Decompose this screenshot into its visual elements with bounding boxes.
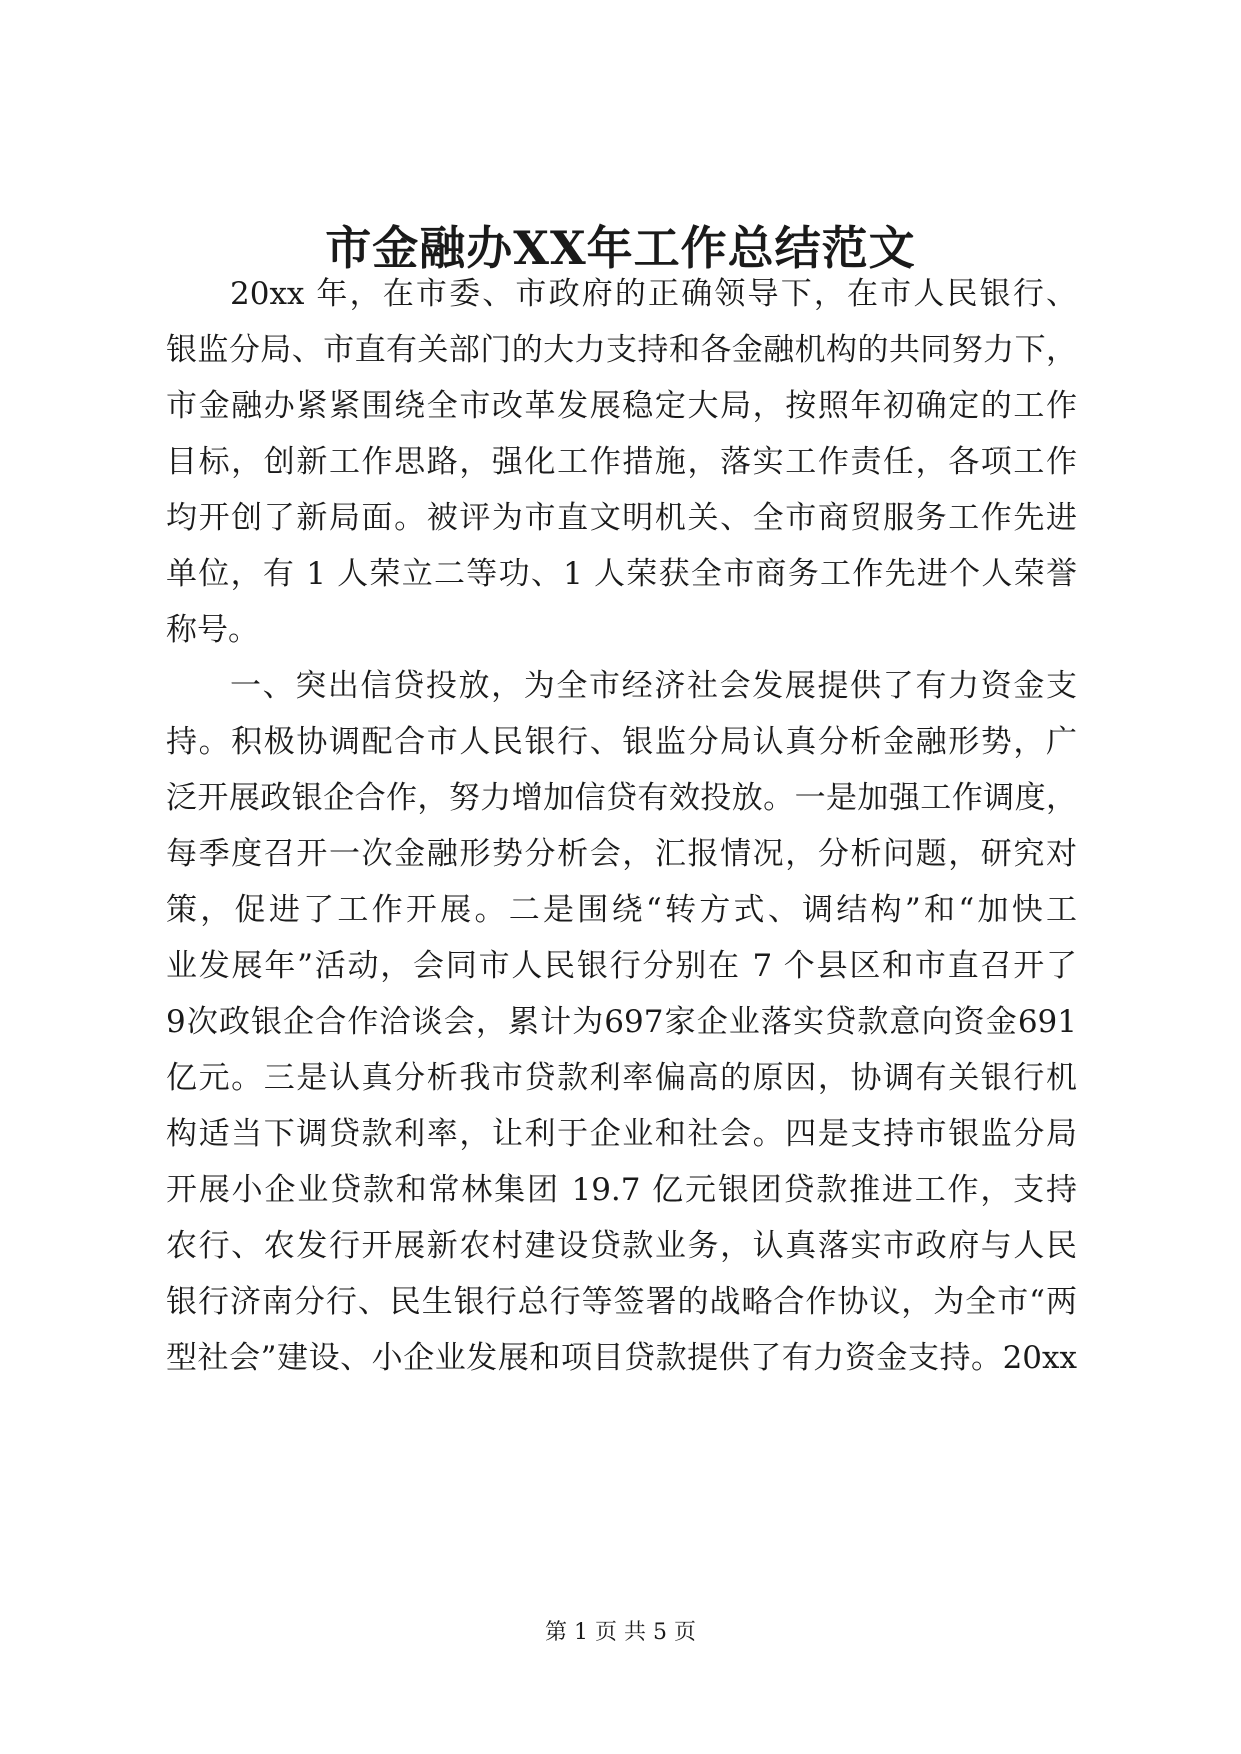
paragraph-line: 一、突出信贷投放，为全市经济社会发展提供了有力资金支	[230, 668, 1077, 704]
paragraph-line: 均开创了新局面。被评为市直文明机关、全市商贸服务工作先进	[166, 500, 1077, 536]
document-title: 市金融办XX年工作总结范文	[325, 221, 916, 275]
paragraph-line: 9次政银企合作洽谈会，累计为697家企业落实贷款意向资金691	[166, 1004, 1077, 1040]
paragraph-line: 20xx 年，在市委、市政府的正确领导下，在市人民银行、	[230, 276, 1077, 312]
paragraph-line: 称号。	[166, 612, 259, 648]
paragraph-line: 策，促进了工作开展。二是围绕“转方式、调结构”和“加快工	[166, 892, 1077, 928]
paragraph-line: 业发展年”活动，会同市人民银行分别在 7 个县区和市直召开了	[166, 948, 1077, 984]
paragraph-line: 开展小企业贷款和常林集团 19.7 亿元银团贷款推进工作，支持	[166, 1172, 1077, 1208]
paragraph-line: 单位，有 1 人荣立二等功、1 人荣获全市商务工作先进个人荣誉	[166, 556, 1077, 592]
paragraph-line: 农行、农发行开展新农村建设贷款业务，认真落实市政府与人民	[166, 1228, 1077, 1264]
paragraph-line: 银行济南分行、民生银行总行等签署的战略合作协议，为全市“两	[166, 1284, 1077, 1320]
page-number: 第 1 页 共 5 页	[545, 1620, 696, 1645]
paragraph-line: 构适当下调贷款利率，让利于企业和社会。四是支持市银监分局	[166, 1116, 1077, 1152]
paragraph-line: 型社会”建设、小企业发展和项目贷款提供了有力资金支持。20xx	[166, 1340, 1077, 1376]
paragraph-line: 亿元。三是认真分析我市贷款利率偏高的原因，协调有关银行机	[166, 1060, 1077, 1096]
paragraph-line: 目标，创新工作思路，强化工作措施，落实工作责任，各项工作	[166, 444, 1077, 480]
paragraph-line: 每季度召开一次金融形势分析会，汇报情况，分析问题，研究对	[166, 836, 1077, 872]
paragraph-line: 泛开展政银企合作，努力增加信贷有效投放。一是加强工作调度，	[166, 780, 1077, 816]
paragraph-line: 银监分局、市直有关部门的大力支持和各金融机构的共同努力下，	[166, 332, 1077, 368]
paragraph-line: 市金融办紧紧围绕全市改革发展稳定大局，按照年初确定的工作	[166, 388, 1077, 424]
paragraph-line: 持。积极协调配合市人民银行、银监分局认真分析金融形势，广	[166, 724, 1077, 760]
